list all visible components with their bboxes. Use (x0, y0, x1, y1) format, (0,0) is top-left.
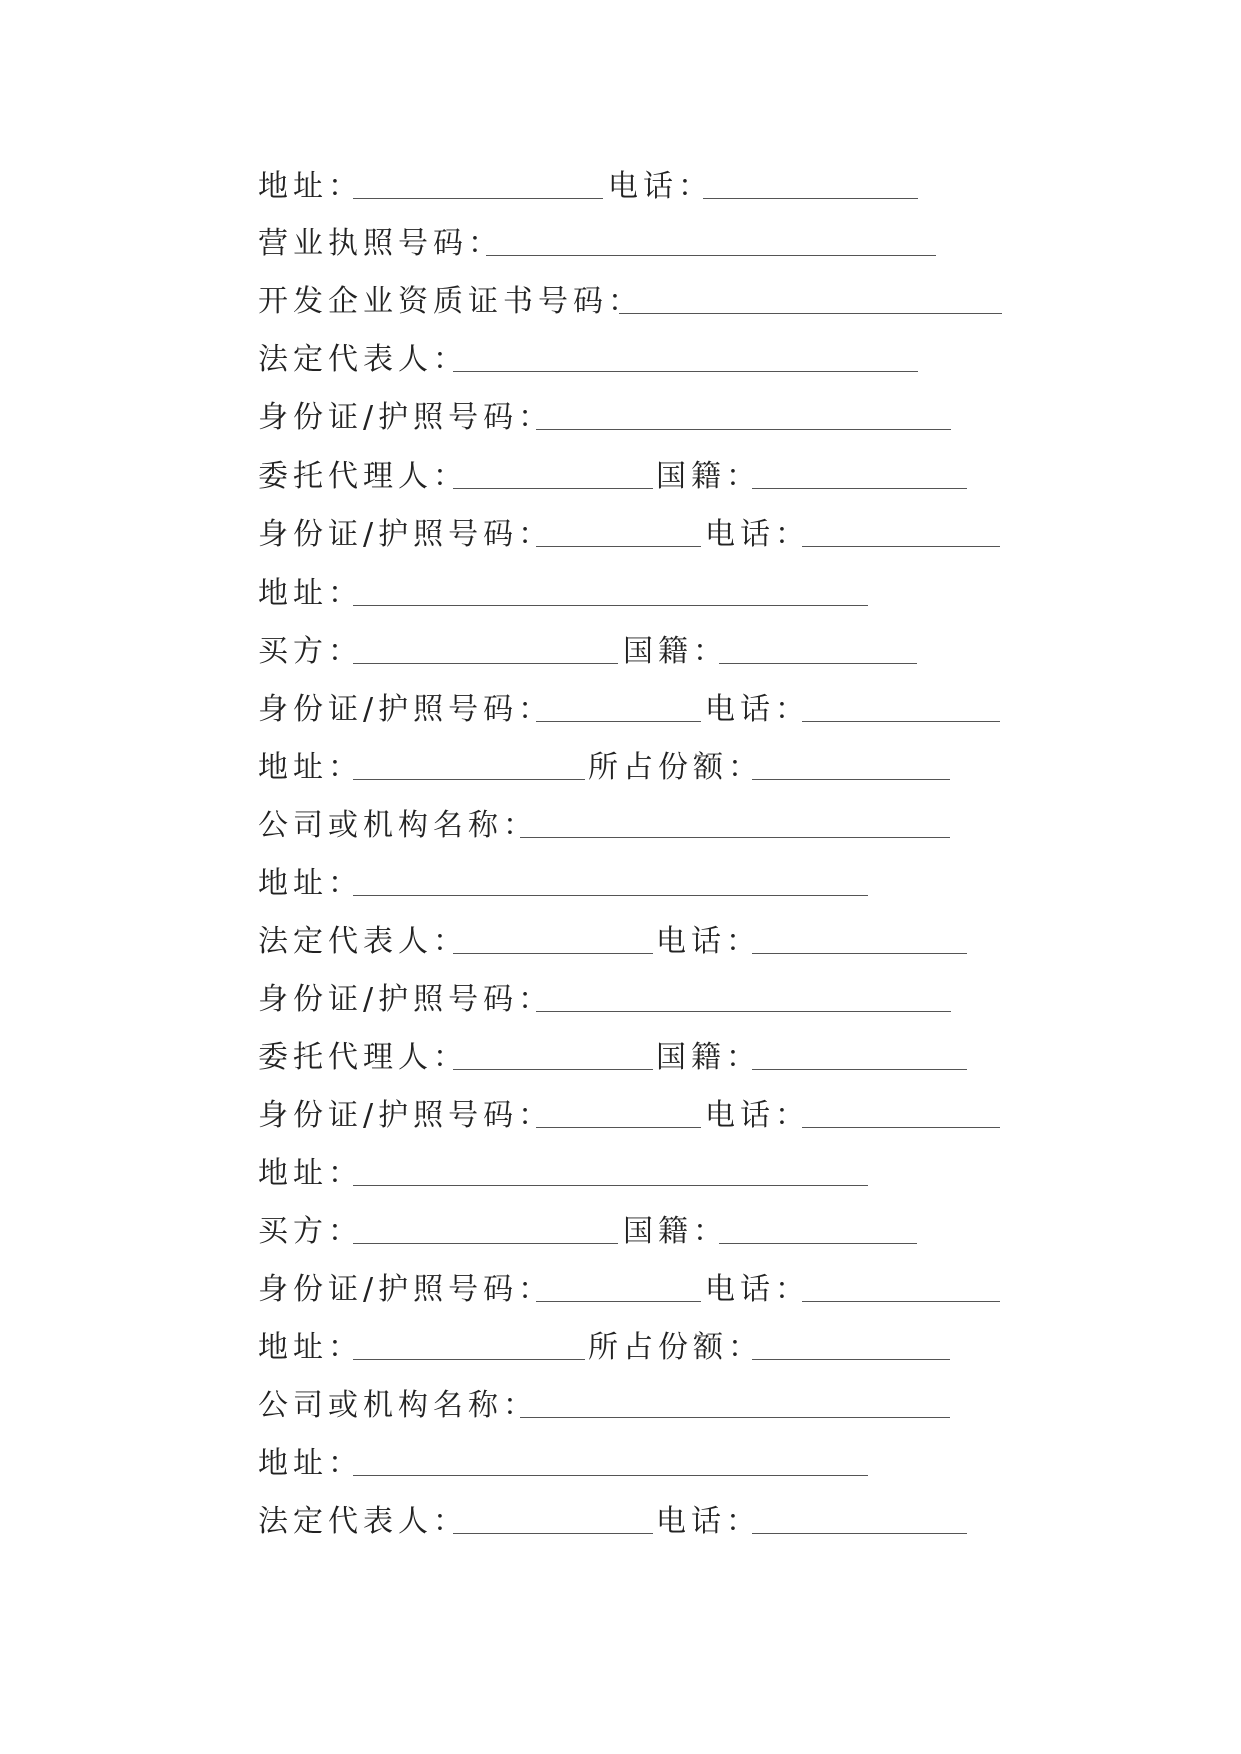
field-label: 国籍： (656, 459, 761, 494)
blank-line[interactable] (752, 488, 967, 489)
field-label: 国籍： (623, 634, 728, 669)
blank-line[interactable] (353, 779, 585, 780)
blank-line[interactable] (353, 605, 868, 606)
blank-line[interactable] (752, 779, 950, 780)
field-label: 公司或机构名称： (258, 1388, 538, 1423)
field-label: 身份证/护照号码： (258, 1272, 554, 1307)
field-label: 国籍： (623, 1214, 728, 1249)
blank-line[interactable] (703, 198, 918, 199)
blank-line[interactable] (719, 663, 917, 664)
blank-line[interactable] (353, 1475, 868, 1476)
field-label: 地址： (258, 1156, 363, 1191)
field-label: 身份证/护照号码： (258, 692, 554, 727)
field-label: 买方： (258, 634, 363, 669)
blank-line[interactable] (453, 488, 653, 489)
blank-line[interactable] (802, 1301, 1000, 1302)
blank-line[interactable] (453, 371, 918, 372)
field-label: 电话： (656, 1504, 761, 1539)
field-label: 委托代理人： (258, 1040, 468, 1075)
field-label: 地址： (258, 866, 363, 901)
field-label: 身份证/护照号码： (258, 400, 554, 435)
field-label: 地址： (258, 576, 363, 611)
field-label: 法定代表人： (258, 1504, 468, 1539)
field-label: 地址： (258, 169, 363, 204)
blank-line[interactable] (353, 198, 603, 199)
blank-line[interactable] (536, 1301, 701, 1302)
field-label: 电话： (656, 924, 761, 959)
field-label: 委托代理人： (258, 459, 468, 494)
blank-line[interactable] (520, 837, 950, 838)
blank-line[interactable] (802, 1127, 1000, 1128)
blank-line[interactable] (353, 1359, 585, 1360)
blank-line[interactable] (802, 721, 1000, 722)
blank-line[interactable] (752, 1069, 967, 1070)
field-label: 所占份额： (588, 1330, 763, 1365)
field-label: 地址： (258, 1330, 363, 1365)
blank-line[interactable] (520, 1417, 950, 1418)
field-label: 买方： (258, 1214, 363, 1249)
field-label: 身份证/护照号码： (258, 517, 554, 552)
blank-line[interactable] (536, 721, 701, 722)
field-label: 电话： (608, 169, 713, 204)
blank-line[interactable] (353, 1243, 618, 1244)
blank-line[interactable] (536, 1127, 701, 1128)
blank-line[interactable] (353, 1185, 868, 1186)
blank-line[interactable] (719, 1243, 917, 1244)
blank-line[interactable] (752, 1359, 950, 1360)
blank-line[interactable] (619, 313, 1002, 314)
field-label: 地址： (258, 1446, 363, 1481)
field-label: 电话： (705, 692, 810, 727)
field-label: 国籍： (656, 1040, 761, 1075)
field-label: 营业执照号码： (258, 226, 503, 261)
field-label: 电话： (705, 517, 810, 552)
field-label: 所占份额： (588, 750, 763, 785)
field-label: 身份证/护照号码： (258, 1098, 554, 1133)
blank-line[interactable] (453, 953, 653, 954)
field-label: 电话： (705, 1098, 810, 1133)
blank-line[interactable] (536, 429, 951, 430)
blank-line[interactable] (486, 255, 936, 256)
blank-line[interactable] (752, 1533, 967, 1534)
blank-line[interactable] (536, 546, 701, 547)
blank-line[interactable] (453, 1533, 653, 1534)
blank-line[interactable] (802, 546, 1000, 547)
blank-line[interactable] (353, 895, 868, 896)
field-label: 身份证/护照号码： (258, 982, 554, 1017)
field-label: 法定代表人： (258, 924, 468, 959)
blank-line[interactable] (752, 953, 967, 954)
field-label: 电话： (705, 1272, 810, 1307)
blank-line[interactable] (353, 663, 618, 664)
blank-line[interactable] (453, 1069, 653, 1070)
field-label: 地址： (258, 750, 363, 785)
field-label: 法定代表人： (258, 342, 468, 377)
field-label: 公司或机构名称： (258, 808, 538, 843)
blank-line[interactable] (536, 1011, 951, 1012)
field-label: 开发企业资质证书号码： (258, 284, 643, 319)
